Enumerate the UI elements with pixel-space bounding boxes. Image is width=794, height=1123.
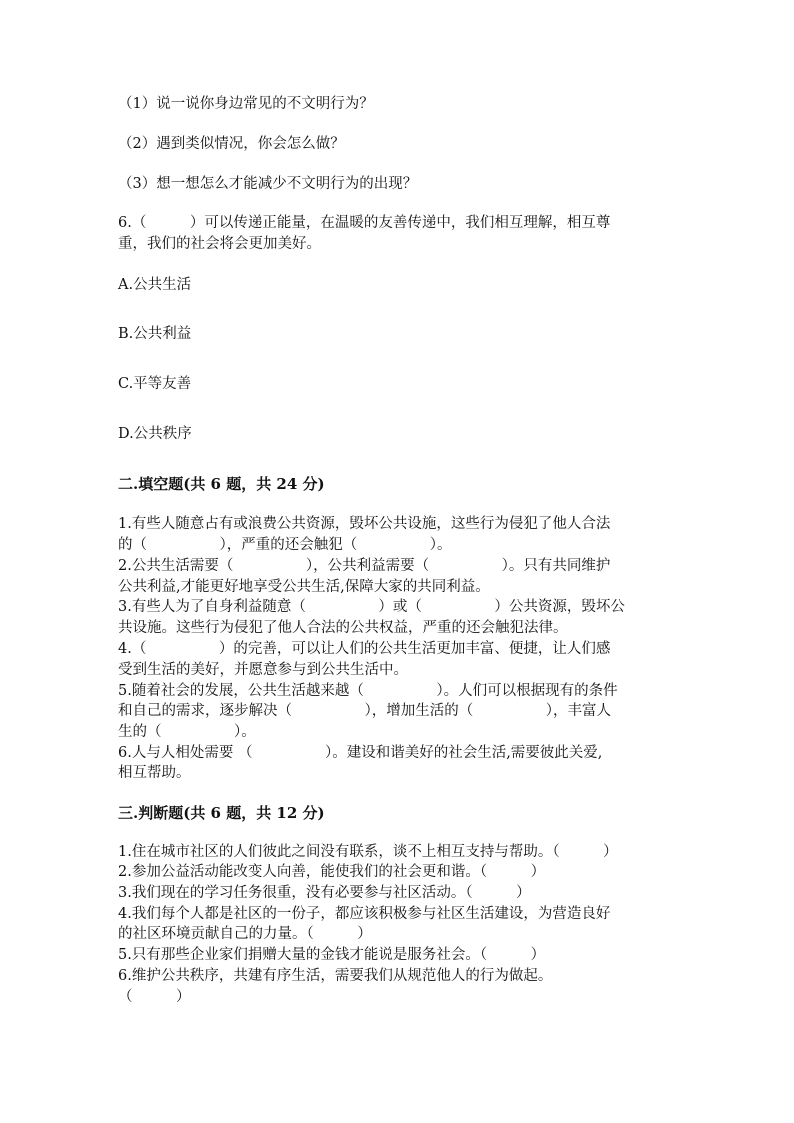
fill-line: 4.（ ）的完善，可以让人们的公共生活更加丰富、便捷，让人们感 [118,641,611,657]
fill-line: 的（ ），严重的还会触犯（ ）。 [118,537,452,553]
fill-line: 生的（ ）。 [118,724,256,740]
fill-line: 1.有些人随意占有或浪费公共资源，毁坏公共设施，这些行为侵犯了他人合法 [118,516,611,532]
option-b: B.公共利益 [118,326,192,342]
section-3-heading: 三.判断题(共 6 题，共 12 分) [118,804,325,822]
fill-line: 6.人与人相处需要 （ ）。建设和谐美好的社会生活,需要彼此关爱, [118,745,603,761]
judge-line: 1.住在城市社区的人们彼此之间没有联系，谈不上相互支持与帮助。（ ） [118,844,618,860]
question-6-line-2: 重，我们的社会将会更加美好。 [118,236,321,252]
fill-line: 公共利益,才能更好地享受公共生活,保障大家的共同利益。 [118,579,490,595]
option-c: C.平等友善 [118,376,192,392]
judge-line: （ ） [118,989,191,1005]
fill-line: 5.随着社会的发展，公共生活越来越（ ）。人们可以根据现有的条件 [118,683,618,699]
fill-line: 相互帮助。 [118,765,191,781]
question-6-line-1: 6.（ ）可以传递正能量，在温暖的友善传递中，我们相互理解，相互尊 [118,215,611,231]
section-2-heading: 二.填空题(共 6 题，共 24 分) [118,475,325,493]
judge-line: 6.维护公共秩序，共建有序生活，需要我们从规范他人的行为做起。 [118,968,553,984]
subquestion-1: （1）说一说你身边常见的不文明行为？ [118,96,374,112]
fill-line: 共设施。这些行为侵犯了他人合法的公共权益，严重的还会触犯法律。 [118,620,568,636]
judge-line: 2.参加公益活动能改变人向善，能使我们的社会更和谐。（ ） [118,864,546,880]
judge-line: 5.只有那些企业家们捐赠大量的金钱才能说是服务社会。（ ） [118,947,546,963]
judge-line: 4.我们每个人都是社区的一份子，都应该积极参与社区生活建设，为营造良好 [118,906,611,922]
option-d: D.公共秩序 [118,426,192,442]
fill-line: 和自己的需求，逐步解决（ ），增加生活的（ ），丰富人 [118,703,611,719]
judge-line: 的社区环境贡献自己的力量。（ ） [118,926,372,942]
fill-line: 3.有些人为了自身利益随意（ ）或（ ）公共资源，毁坏公 [118,599,625,615]
option-a: A.公共生活 [118,277,192,293]
fill-line: 2.公共生活需要（ ），公共利益需要（ ）。只有共同维护 [118,558,611,574]
judge-line: 3.我们现在的学习任务很重，没有必要参与社区活动。（ ） [118,885,531,901]
subquestion-2: （2）遇到类似情况，你会怎么做？ [118,136,345,152]
subquestion-3: （3）想一想怎么才能减少不文明行为的出现？ [118,176,418,192]
fill-line: 受到生活的美好，并愿意参与到公共生活中。 [118,662,408,678]
